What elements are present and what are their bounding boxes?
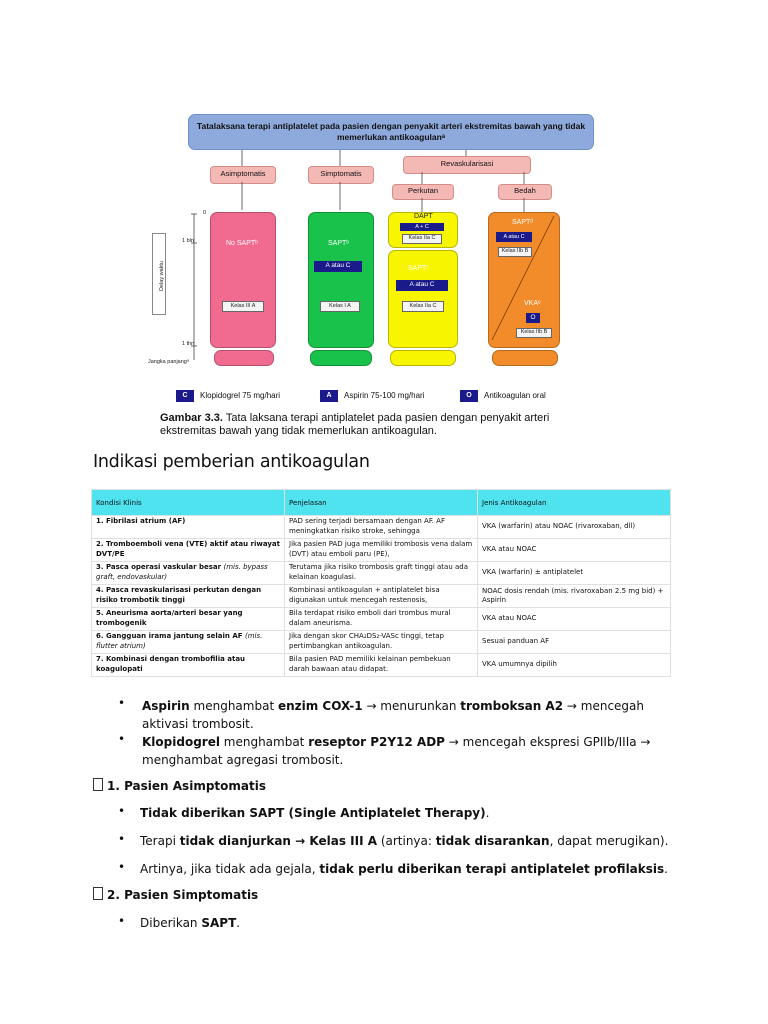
cell-penjelasan: Jika pasien PAD juga memiliki trombosis vena dalam (DVT) atau emboli paru (PE),: [285, 539, 478, 562]
column-perkutan-longterm: [390, 350, 456, 366]
dapt-drug-box: A + C: [400, 223, 444, 231]
s1-item-1-end: .: [485, 806, 490, 820]
bullet-text: → menurunkan: [362, 699, 461, 713]
legend-text-o: Antikoagulan oral: [484, 391, 546, 400]
s1-item-1-bold: Tidak diberikan SAPT (Single Antiplatelet Therapy): [140, 806, 486, 820]
cell-kondisi-note: (mis. flutter atrium): [96, 632, 263, 650]
bullet-target: reseptor P2Y12 ADP: [308, 735, 445, 749]
s1-item-2-text: (artinya:: [377, 834, 436, 848]
cell-jenis: VKA atau NOAC: [478, 539, 671, 562]
cell-penjelasan: PAD sering terjadi bersamaan dengan AF. AF meningkatkan risiko stroke, sehingga: [285, 516, 478, 539]
axis-label-box: [152, 233, 166, 315]
cell-kondisi: [92, 631, 285, 654]
cell-kondisi-main: 6. Gangguan irama jantung selain AF: [96, 632, 243, 640]
s1-item-2-text: , dapat merugikan).: [549, 834, 669, 848]
legend-key-o: O: [460, 390, 478, 402]
sapt-label-yellow: SAPTᶜ: [408, 265, 429, 272]
table-row: [92, 562, 671, 585]
bullet-text: → mencegah aktivasi trombosit.: [142, 699, 644, 731]
sapt-label-green: SAPTᵇ: [328, 240, 349, 247]
kelas-i-a-badge: Kelas I A: [320, 301, 360, 312]
table-row: [92, 631, 671, 654]
caption-text: Tata laksana terapi antiplatelet pada pasien dengan penyakit arteri ekstremitas bawah yang tidak memerlukan antikoagulan.: [160, 412, 550, 437]
legend-text-a: Aspirin 75-100 mg/hari: [344, 391, 425, 400]
bullet-dot: •: [118, 832, 126, 846]
axis-tick-jangka-panjang: Jangka panjangᵃ: [148, 359, 189, 365]
cell-jenis: Sesuai panduan AF: [478, 631, 671, 654]
bullet-dot: •: [118, 914, 126, 928]
category-simptomatis: Simptomatis: [308, 166, 374, 184]
legend-key-c: C: [176, 390, 194, 402]
s1-item-2: [140, 832, 668, 850]
cell-penjelasan: Jika dengan skor CHA₂DS₂-VASc tinggi, tetap pertimbangkan antikoagulan.: [285, 631, 478, 654]
section-2-title-text: 2. Pasien Simptomatis: [107, 888, 259, 902]
s2-item-1-bold: SAPT: [201, 916, 237, 930]
bullet-effect: tromboksan A2: [460, 699, 564, 713]
s1-item-3: [140, 860, 668, 878]
cell-kondisi: 7. Kombinasi dengan trombofilia atau koagulopati: [92, 654, 285, 677]
bullet-text: menghambat: [189, 699, 278, 713]
category-revaskularisasi: Revaskularisasi: [403, 156, 531, 174]
cell-penjelasan: Terutama jika risiko trombosis graft tinggi atau ada kelainan koagulasi.: [285, 562, 478, 585]
figure-caption: [160, 412, 600, 438]
s1-item-3-text: Artinya, jika tidak ada gejala,: [140, 862, 320, 876]
bullet-text: menghambat: [219, 735, 309, 749]
s1-item-2-text: Terapi: [140, 834, 180, 848]
bullet-dot: •: [118, 696, 126, 710]
cell-penjelasan: Kombinasi antikoagulan + antiplatelet bisa digunakan untuk mencegah restenosis,: [285, 585, 478, 608]
table-row: [92, 516, 671, 539]
axis-label-delay: Delay waktu: [159, 261, 165, 291]
dapt-label: DAPT: [414, 213, 433, 220]
caption-label: Gambar 3.3.: [160, 412, 223, 424]
axis-tick-1-thn: 1 thn: [182, 341, 195, 347]
cell-kondisi-note: (mis. bypass graft, endovaskular): [96, 563, 268, 581]
bullet-dot: •: [118, 732, 126, 746]
bullet-dot: •: [118, 804, 126, 818]
treatment-flowchart-figure: [150, 108, 600, 408]
bullet-klopidogrel-drug: Klopidogrel: [142, 735, 220, 749]
figure-title: Tatalaksana terapi antiplatelet pada pasien dengan penyakit arteri ekstremitas bawah yang tidak memerlukan antikoagulanᵃ: [188, 114, 594, 150]
s1-item-2-bold: tidak dianjurkan → Kelas III A: [179, 834, 377, 848]
bullet-aspirin: [142, 697, 662, 733]
legend-text-c: Klopidogrel 75 mg/hari: [200, 391, 281, 400]
kelas-iii-a-badge: Kelas III A: [222, 301, 264, 312]
category-perkutan: Perkutan: [392, 184, 454, 200]
bullet-klopidogrel: [142, 733, 662, 769]
bullet-dot: •: [118, 860, 126, 874]
cell-kondisi: 4. Pasca revaskularisasi perkutan dengan risiko trombotik tinggi: [92, 585, 285, 608]
missing-glyph-icon: [93, 887, 103, 900]
table-row: [92, 585, 671, 608]
cell-penjelasan: Bila pasien PAD memiliki kelainan pembekuan darah bawaan atau didapat.: [285, 654, 478, 677]
header-kondisi: Kondisi Klinis: [92, 490, 285, 516]
column-simptomatis: [308, 212, 374, 348]
cell-jenis: VKA (warfarin) atau NOAC (rivaroxaban, dll): [478, 516, 671, 539]
vka-label: VKAᵉ: [524, 300, 541, 307]
cell-jenis: VKA atau NOAC: [478, 608, 671, 631]
header-penjelasan: Penjelasan: [285, 490, 478, 516]
orange-kelas-badge-2: Kelas IIb B: [516, 328, 552, 338]
column-simptomatis-longterm: [310, 350, 372, 366]
legend-key-a: A: [320, 390, 338, 402]
cell-kondisi: [92, 562, 285, 585]
bullet-aspirin-drug: Aspirin: [142, 699, 190, 713]
cell-kondisi-main: 3. Pasca operasi vaskular besar: [96, 563, 222, 571]
s1-item-3-bold: tidak perlu diberikan terapi antiplatelet profilaksis: [319, 862, 665, 876]
orange-kelas-badge-1: Kelas IIb B: [498, 247, 532, 257]
table-row: [92, 608, 671, 631]
section-1-title: [93, 778, 266, 793]
sapt-label-orange: SAPTᵈ: [512, 219, 533, 226]
table-row: [92, 539, 671, 562]
cell-kondisi: 5. Aneurisma aorta/arteri besar yang trombogenik: [92, 608, 285, 631]
s1-item-3-text: .: [664, 862, 668, 876]
no-sapt-label: No SAPTᵇ: [226, 240, 258, 247]
column-asimptomatis: [210, 212, 276, 348]
bullet-text: → mencegah ekspresi GPIIb/IIIa → menghambat agregasi trombosit.: [142, 735, 651, 767]
cell-kondisi: 1. Fibrilasi atrium (AF): [92, 516, 285, 539]
s1-item-2-bold: tidak disarankan: [435, 834, 550, 848]
s1-item-1: [140, 804, 489, 822]
cell-kondisi: 2. Tromboemboli vena (VTE) aktif atau riwayat DVT/PE: [92, 539, 285, 562]
cell-penjelasan: Bila terdapat risiko emboli dari trombus mural dalam aneurisma.: [285, 608, 478, 631]
anticoagulant-indication-table: [91, 489, 671, 677]
cell-jenis: VKA (warfarin) ± antiplatelet: [478, 562, 671, 585]
s2-item-1-text: .: [236, 916, 241, 930]
dapt-kelas-badge: Kelas IIa C: [402, 234, 442, 244]
vka-drug-box: O: [526, 313, 540, 323]
column-bedah-longterm: [492, 350, 558, 366]
category-bedah: Bedah: [498, 184, 552, 200]
yellow-drug-box: A atau C: [396, 280, 448, 291]
axis-tick-1-bln: 1 bln: [182, 238, 194, 244]
cell-jenis: VKA umumnya dipilih: [478, 654, 671, 677]
category-asimptomatis: Asimptomatis: [210, 166, 276, 184]
s2-item-1: [140, 914, 240, 932]
section-2-title: [93, 887, 258, 902]
green-drug-box: A atau C: [314, 261, 362, 272]
bullet-target: enzim COX-1: [277, 699, 363, 713]
column-asimptomatis-longterm: [214, 350, 274, 366]
s2-item-1-text: Diberikan: [140, 916, 202, 930]
table-header-row: [92, 490, 671, 516]
header-jenis: Jenis Antikoagulan: [478, 490, 671, 516]
orange-drug-box: A atau C: [496, 232, 532, 242]
cell-jenis: NOAC dosis rendah (mis. rivaroxaban 2.5 mg bid) + Aspirin: [478, 585, 671, 608]
axis-tick-0: 0: [203, 210, 207, 216]
missing-glyph-icon: [93, 778, 103, 791]
section-1-title-text: 1. Pasien Asimptomatis: [107, 779, 266, 793]
table-row: [92, 654, 671, 677]
yellow-kelas-badge: Kelas IIa C: [402, 301, 444, 312]
section-heading: Indikasi pemberian antikoagulan: [93, 452, 370, 472]
